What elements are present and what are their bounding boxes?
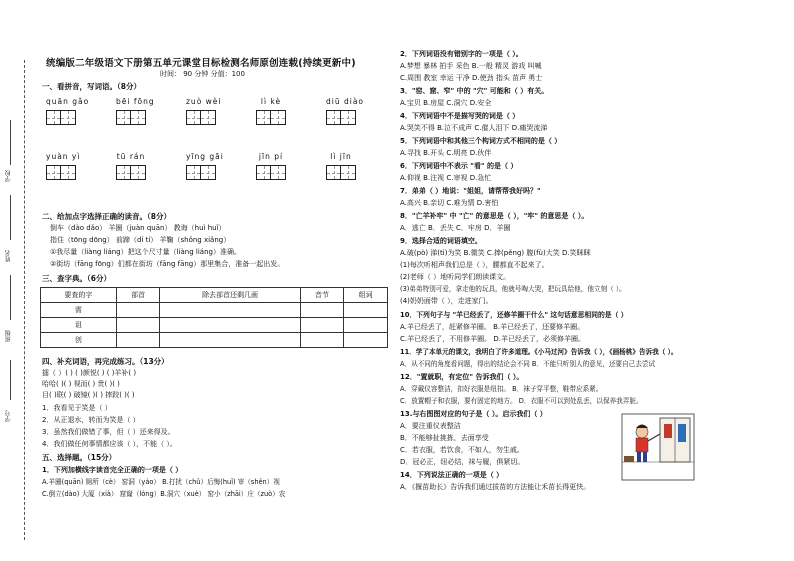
child-wardrobe-illustration bbox=[620, 412, 696, 482]
table-header: 部首 bbox=[116, 288, 160, 303]
answer-cell[interactable] bbox=[116, 318, 160, 333]
answer-cell[interactable] bbox=[116, 333, 160, 348]
section2-line: 倒车（dào dǎo） 羊圈（juàn quān） 教诲（huì huǐ） bbox=[50, 224, 226, 232]
section5-heading: 五、选择题。（15分） bbox=[42, 453, 117, 462]
idiom-line: 目( )联( ) 破镜( )( ) 摔跤( )( ) bbox=[42, 391, 135, 399]
choice-option: A．要注重仪表整洁 bbox=[400, 422, 461, 430]
writing-box[interactable] bbox=[46, 110, 61, 125]
pinyin-group bbox=[186, 97, 222, 125]
binding-label-school: 学校 bbox=[5, 170, 12, 182]
writing-box[interactable] bbox=[61, 110, 76, 125]
hanging-shirt bbox=[664, 424, 672, 438]
pinyin-label: tū rán bbox=[116, 152, 146, 161]
fill-sentence: (3)弟弟特别可爱，拿走他的玩具，他就号啕大哭，把玩具给他，他立刻（ ）。 bbox=[400, 285, 626, 293]
answer-cell[interactable] bbox=[300, 318, 344, 333]
section2-line: 指住（tōng dōng） 前蹄（dí tí） 羊鞠（shǒng xiǎng） bbox=[50, 236, 231, 244]
writing-box[interactable] bbox=[256, 110, 271, 125]
writing-box[interactable] bbox=[116, 165, 131, 180]
idiom-line: 擂（ ）( ) ( )颜悦( ) ( )羊补( ) bbox=[42, 369, 137, 377]
choice-options: A.寻找 B.开头 C.明亮 D.伙伴 bbox=[400, 149, 492, 157]
writing-box[interactable] bbox=[116, 110, 131, 125]
pinyin-group bbox=[326, 97, 364, 125]
writing-box[interactable] bbox=[326, 110, 341, 125]
table-char-cell: 创 bbox=[41, 333, 117, 348]
answer-cell[interactable] bbox=[160, 303, 300, 318]
answer-cell[interactable] bbox=[160, 333, 300, 348]
table-row bbox=[41, 333, 388, 348]
pinyin-label: lì kè bbox=[260, 97, 282, 106]
answer-cell[interactable] bbox=[344, 303, 388, 318]
pinyin-group bbox=[326, 152, 356, 180]
choice-question: 10．下列句子与 "羊已经丢了，还修羊圈干什么" 这句话意思相同的是（ ） bbox=[400, 311, 628, 319]
binding-blank bbox=[10, 195, 11, 240]
binding-blank bbox=[10, 275, 11, 320]
choice-options: A.破(pò) 涕(tì)为笑 B.微笑 C.捧(pěng) 腹(fù)大笑 D.笑眯眯 bbox=[400, 249, 591, 257]
table-header: 要查的字 bbox=[41, 288, 117, 303]
choice-question: 9．选择合适的词语填空。 bbox=[400, 237, 482, 245]
hanging-coat bbox=[678, 424, 686, 442]
pinyin-group bbox=[46, 152, 80, 180]
answer-cell[interactable] bbox=[300, 303, 344, 318]
pinyin-group bbox=[186, 152, 224, 180]
pinyin-group bbox=[116, 97, 155, 125]
pinyin-label: bēi fōng bbox=[116, 97, 155, 106]
idiom-line: 哈哈( )( ) 视而( ) 贵( )( ) bbox=[42, 380, 120, 388]
pinyin-group bbox=[256, 152, 286, 180]
writing-box[interactable] bbox=[61, 165, 76, 180]
choice-question: 14．下列说法正确的一项是（ ） bbox=[400, 471, 504, 479]
table-row bbox=[41, 303, 388, 318]
shoe-rack bbox=[624, 456, 634, 462]
writing-box[interactable] bbox=[201, 165, 216, 180]
choice-options: A.仰视 B.注视 C.审视 D.急忙 bbox=[400, 174, 492, 182]
writing-box[interactable] bbox=[326, 165, 341, 180]
table-header: 音节 bbox=[300, 288, 344, 303]
writing-box[interactable] bbox=[186, 165, 201, 180]
choice-question: 11．学了本单元的课文，我明白了许多道理。《小马过河》告诉我（ ），《画杨桃》告诉我（ ）。 bbox=[400, 348, 678, 356]
choice-option: A．《揠苗助长》告诉我们通过拔苗的方法能让禾苗长得更快。 bbox=[400, 483, 591, 491]
fill-sentence: (1)每次听相声我们总是（ ），腰都直不起来了。 bbox=[400, 261, 549, 269]
answer-cell[interactable] bbox=[160, 318, 300, 333]
choice-options: C.周围 教室 幸运 干净 D.使劲 指头 苗声 勇士 bbox=[400, 74, 543, 82]
table-char-cell: 需 bbox=[41, 303, 117, 318]
answer-cell[interactable] bbox=[344, 318, 388, 333]
pinyin-label: zuò wèi bbox=[186, 97, 222, 106]
pinyin-group bbox=[256, 97, 286, 125]
pinyin-group bbox=[116, 152, 146, 180]
binding-dashed-line bbox=[24, 60, 25, 540]
table-char-cell: 诅 bbox=[41, 318, 117, 333]
answer-cell[interactable] bbox=[116, 303, 160, 318]
choice-option: B．不能够扯挑拣，去面享受 bbox=[400, 434, 489, 442]
fill-sentence: (4)奶奶面带（ ），走进家门。 bbox=[400, 297, 493, 305]
pinyin-label: lì jīn bbox=[330, 152, 352, 161]
exam-title: 统编版二年级语文下册第五单元课堂目标检测名师原创连载(持续更新中) bbox=[46, 58, 356, 69]
pinyin-label: yuàn yì bbox=[46, 152, 81, 161]
section2-heading: 二、给加点字选择正确的读音。（8分） bbox=[42, 212, 171, 221]
choice-question: 4．下列词语中不是描写哭的词是（ ） bbox=[400, 112, 520, 120]
section1-heading: 一、看拼音，写词语。（8分） bbox=[42, 82, 141, 91]
writing-box[interactable] bbox=[131, 110, 146, 125]
choice-options: C．放置帽子和衣服，要有固定的地方。 D．衣服不可以到处乱丢，以保养我弄脏。 bbox=[400, 397, 643, 405]
fill-question: 4．我们做任何事情都应该（ ），不能（ ）。 bbox=[42, 440, 177, 448]
pinyin-group bbox=[46, 97, 89, 125]
choice-question: 7．弟弟（ ）地说："姐姐，请帮帮我好吗？" bbox=[400, 187, 541, 195]
choice-question: 13.与右图图对应的句子是（ ）。启示我们（ ） bbox=[400, 410, 547, 418]
choice-options: A．逃亡 B．丢失 C．牢房 D．羊圈 bbox=[400, 224, 511, 232]
fill-question: 1．我看见于笑是（ ） bbox=[42, 404, 112, 412]
choice-options: C.倒立(dào) 大厦（xià） 窟窿（lóng）B.洞穴（xuè） 窑小（zhāi）庄（zuò）农 bbox=[42, 490, 286, 498]
pinyin-label: jīn pí bbox=[258, 152, 284, 161]
choice-question: 8．"亡羊补牢" 中 "亡" 的意思是（ ），"牢" 的意思是（ ）。 bbox=[400, 212, 589, 220]
choice-question: 5．下列词语中和其他三个构词方式不相同的是（ ） bbox=[400, 137, 562, 145]
writing-box[interactable] bbox=[271, 165, 286, 180]
fill-question: 3．虽然我们做错了事，但（ ）还来得及。 bbox=[42, 428, 175, 436]
section2-line: ②街坊（fāng fōng）们都在街坊（fāng fāng）那里集合，准备一起出发。 bbox=[50, 260, 285, 268]
writing-box[interactable] bbox=[256, 165, 271, 180]
binding-label-name: 姓名 bbox=[5, 250, 12, 262]
choice-question: 6．下列词语中不表示 "看" 的是（ ） bbox=[400, 162, 518, 170]
section4-heading: 四、补充词语，再完成练习。（13分） bbox=[42, 357, 169, 366]
table-row bbox=[41, 318, 388, 333]
dictionary-table bbox=[40, 287, 388, 348]
section2-line: ①我尽量（liàng liáng）把这个尺寸量（liàng liáng）准确。 bbox=[50, 248, 241, 256]
pinyin-label: quān gǎo bbox=[46, 97, 90, 106]
child-body bbox=[636, 438, 648, 452]
choice-options: A．从不同的角度看问题，得出的结论会不同 B．不能只听别人的意见，还要自己去尝试 bbox=[400, 360, 656, 368]
table-header: 除去部首还剩几画 bbox=[160, 288, 300, 303]
choice-option: C．若衣服，若饮食，不如人，勿生戚。 bbox=[400, 446, 524, 454]
choice-options: A．穿戴仪容整洁，扣好衣服是纽扣。 B．袜子穿平整，鞋带应系紧。 bbox=[400, 385, 603, 393]
choice-options: A.羊已经丢了，赶紧修羊圈。 B.羊已经丢了，还要修羊圈。 bbox=[400, 323, 585, 331]
writing-box[interactable] bbox=[341, 110, 356, 125]
answer-cell[interactable] bbox=[300, 333, 344, 348]
choice-question: 1．下列加横线字读音完全正确的一项是（ ） bbox=[42, 466, 183, 474]
fill-question: 2．从正退水，转而为笑是（ ） bbox=[42, 416, 140, 424]
writing-box[interactable] bbox=[341, 165, 356, 180]
table-header-row bbox=[41, 288, 388, 303]
exam-subtitle: 时间： 90 分钟 分值：100 bbox=[160, 70, 245, 78]
choice-options: A.高兴 B.亲切 C.难为情 D.害怕 bbox=[400, 199, 499, 207]
fill-sentence: (2)老师（ ）地听同学们朗读课文。 bbox=[400, 273, 511, 281]
writing-box[interactable] bbox=[186, 110, 201, 125]
answer-cell[interactable] bbox=[344, 333, 388, 348]
binding-label-number: 学号 bbox=[5, 410, 12, 422]
choice-options: A.羊圈(quān) 厕所（cè） 窑洞（yáo） B.打扰（chǔ）后悔(huǐ) 审（shěn）视 bbox=[42, 478, 280, 486]
pinyin-label: diū diào bbox=[326, 97, 365, 106]
writing-box[interactable] bbox=[46, 165, 61, 180]
choice-question: 2．下列词语没有错别字的一项是（ ）。 bbox=[400, 50, 523, 58]
choice-options: A.梦想 暴林 拍手 采色 B.一般 精灵 游戏 叫喊 bbox=[400, 62, 542, 70]
binding-strip bbox=[2, 60, 32, 540]
child-leg bbox=[637, 452, 641, 462]
writing-box[interactable] bbox=[131, 165, 146, 180]
choice-options: A.哭笑不得 B.泣不成声 C.催人泪下 D.痛哭流涕 bbox=[400, 124, 548, 132]
pinyin-label: yīng gāi bbox=[186, 152, 224, 161]
section3-heading: 三、查字典。（6分） bbox=[42, 274, 111, 283]
table-header: 组词 bbox=[344, 288, 388, 303]
choice-options: A.宝贝 B.房屋 C.洞穴 D.安全 bbox=[400, 99, 492, 107]
binding-blank bbox=[10, 120, 11, 165]
choice-option: D．冠必正，纽必结，袜与履，俱紧切。 bbox=[400, 458, 525, 466]
choice-question: 3．"窑、窟、窄" 中的 "穴" 可能和（ ）有关。 bbox=[400, 87, 549, 95]
choice-question: 12．"置就职，有定位" 告诉我们（ ）。 bbox=[400, 373, 524, 381]
writing-box[interactable] bbox=[271, 110, 286, 125]
choice-options: C.羊已经丢了，不用修羊圈。 D.羊已经丢了，必须修羊圈。 bbox=[400, 335, 585, 343]
writing-box[interactable] bbox=[201, 110, 216, 125]
binding-blank bbox=[10, 360, 11, 400]
binding-label-class: 班级 bbox=[5, 330, 12, 342]
child-leg bbox=[643, 452, 647, 462]
